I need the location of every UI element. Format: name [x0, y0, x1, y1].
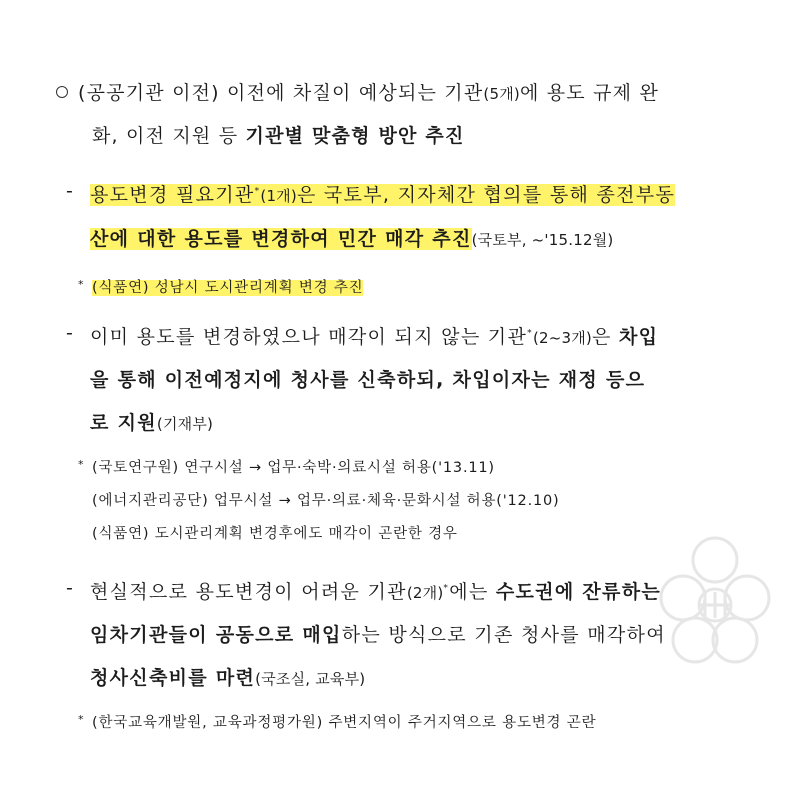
dash-item-3-line-3: 청사신축비를 마련(국조실, 교육부) [90, 667, 366, 689]
note-3: * (한국교육개발원, 교육과정평가원) 주변지역이 주거지역으로 용도변경 곤란 [78, 713, 597, 731]
dash-item-2-line-3: 로 지원(기재부) [90, 412, 214, 434]
seal-watermark-icon [655, 520, 775, 690]
note-2c: (식품연) 도시관리계획 변경후에도 매각이 곤란한 경우 [92, 526, 458, 542]
note-2a: * (국토연구원) 연구시설 → 업무·숙박·의료시설 허용('13.11) [78, 458, 495, 476]
note-1: * (식품연) 성남시 도시관리계획 변경 추진 [78, 278, 364, 296]
dash-marker: - [66, 322, 73, 344]
note-2b: (에너지관리공단) 업무시설 → 업무·의료·체육·문화시설 허용('12.10) [92, 493, 560, 509]
main-bullet-line-2: 화, 이전 지원 등 기관별 맞춤형 방안 추진 [92, 125, 465, 147]
dash-marker: - [66, 577, 73, 599]
dash-item-1-line-1: 용도변경 필요기관*(1개)은 국토부, 지자체간 협의를 통해 종전부동 [90, 184, 676, 206]
dash-item-1-line-2: 산에 대한 용도를 변경하여 민간 매각 추진(국토부, ~'15.12월) [90, 228, 614, 250]
circle-bullet-icon [56, 86, 68, 98]
dash-item-2-line-1: 이미 용도를 변경하였으나 매각이 되지 않는 기관*(2~3개)은 차입 [90, 326, 659, 348]
dash-item-2-line-2: 을 통해 이전예정지에 청사를 신축하되, 차입이자는 재정 등으 [90, 369, 646, 391]
main-bullet-line-1: (공공기관 이전) 이전에 차질이 예상되는 기관(5개)에 용도 규제 완 [78, 82, 659, 104]
dash-marker: - [66, 180, 73, 202]
dash-item-3-line-2: 임차기관들이 공동으로 매입하는 방식으로 기존 청사를 매각하여 [90, 624, 666, 646]
dash-item-3-line-1: 현실적으로 용도변경이 어려운 기관(2개)*에는 수도권에 잔류하는 [90, 581, 662, 603]
